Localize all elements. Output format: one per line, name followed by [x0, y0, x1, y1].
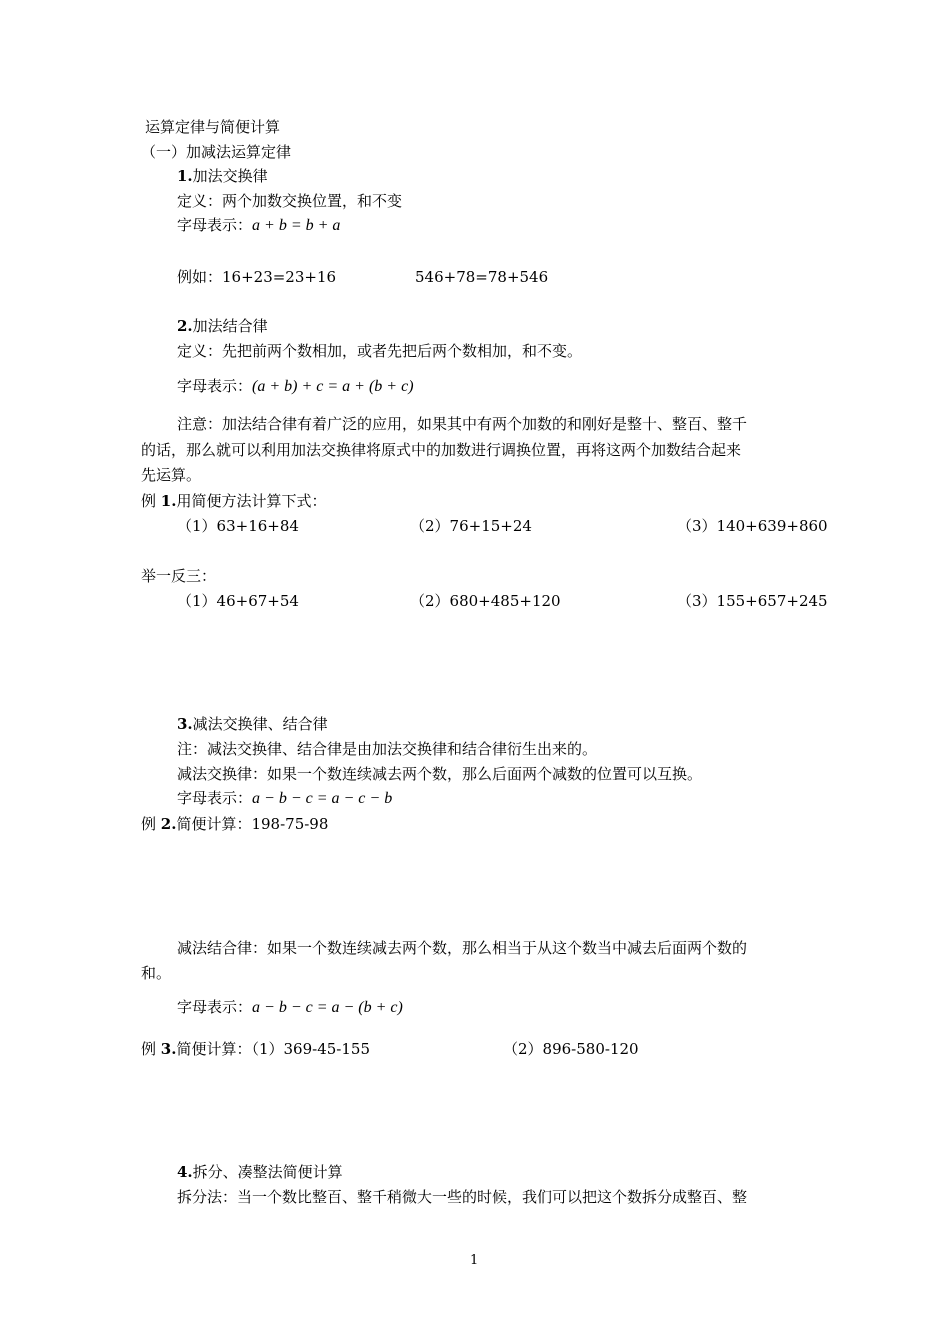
- formula-line: 字母表示：a − b − c = a − (b + c): [177, 998, 403, 1016]
- definition-text: 定义：两个加数交换位置，和不变: [177, 192, 403, 210]
- exercise-item: （3）140+639+860: [677, 517, 828, 535]
- law-heading-subtraction: 3.减法交换律、结合律: [177, 715, 328, 733]
- definition-text: 定义：先把前两个数相加，或者先把后两个数相加，和不变。: [177, 342, 583, 360]
- note-text: 注意：加法结合律有着广泛的应用，如果其中有两个加数的和刚好是整十、整百、整千: [177, 415, 748, 433]
- formula-line: 字母表示：a − b − c = a − c − b: [177, 789, 393, 807]
- definition-text: 减法结合律：如果一个数连续减去两个数，那么相当于从这个数当中减去后面两个数的: [177, 939, 748, 957]
- definition-text: 减法交换律：如果一个数连续减去两个数，那么后面两个减数的位置可以互换。: [177, 765, 703, 783]
- definition-text: 和。: [141, 964, 172, 982]
- formula-line: 字母表示：(a + b) + c = a + (b + c): [177, 377, 414, 395]
- practice-heading: 举一反三：: [141, 567, 217, 585]
- page-number: 1: [470, 1253, 479, 1268]
- note-text: 的话，那么就可以利用加法交换律将原式中的加数进行调换位置，再将这两个加数结合起来: [141, 441, 742, 459]
- exercise-item: （1）46+67+54: [177, 592, 299, 610]
- formula-line: 字母表示：a + b = b + a: [177, 216, 341, 234]
- exercise-item: （3）155+657+245: [677, 592, 828, 610]
- section-heading: （一）加减法运算定律: [141, 143, 292, 161]
- example-heading: 例 1.用简便方法计算下式：: [141, 492, 327, 510]
- page-title: 运算定律与简便计算: [145, 118, 281, 136]
- example-heading: 例 3.简便计算：（1）369-45-155: [141, 1040, 370, 1058]
- example-text: 546+78=78+546: [415, 268, 549, 286]
- exercise-item: （2）680+485+120: [410, 592, 561, 610]
- exercise-item: （1）63+16+84: [177, 517, 299, 535]
- law-heading-addition-commutative: 1.加法交换律: [177, 167, 268, 185]
- formula: a − b − c = a − c − b: [252, 790, 393, 807]
- formula: a + b = b + a: [252, 217, 341, 234]
- definition-text: 拆分法：当一个数比整百、整千稍微大一些的时候，我们可以把这个数拆分成整百、整: [177, 1188, 748, 1206]
- formula: a − b − c = a − (b + c): [252, 999, 403, 1016]
- law-heading-addition-associative: 2.加法结合律: [177, 317, 268, 335]
- example-heading: 例 2.简便计算：198-75-98: [141, 815, 329, 833]
- exercise-item: （2）896-580-120: [503, 1040, 639, 1058]
- note-text: 先运算。: [141, 466, 202, 484]
- example-text: 例如：16+23=23+16: [177, 268, 337, 286]
- exercise-item: （2）76+15+24: [410, 517, 532, 535]
- formula: (a + b) + c = a + (b + c): [252, 378, 414, 395]
- law-heading-split-round: 4.拆分、凑整法简便计算: [177, 1163, 343, 1181]
- note-text: 注：减法交换律、结合律是由加法交换律和结合律衍生出来的。: [177, 740, 598, 758]
